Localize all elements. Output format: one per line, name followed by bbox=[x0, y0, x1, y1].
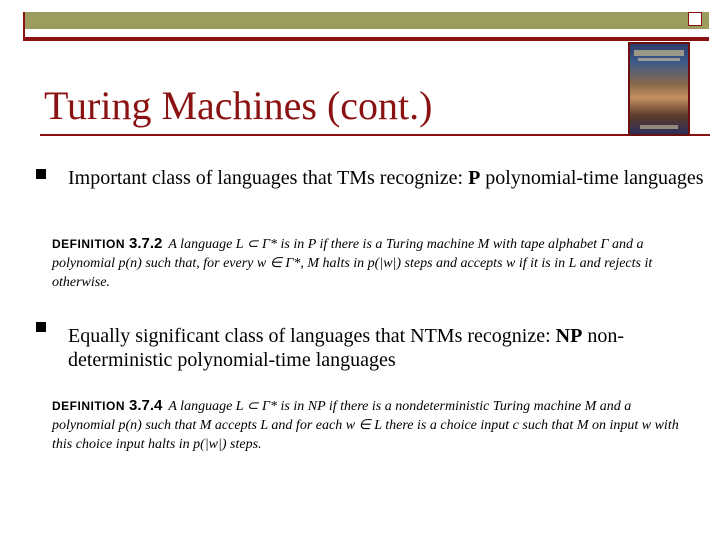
header-left-line bbox=[23, 12, 25, 41]
book-subtitle-band bbox=[638, 58, 680, 61]
book-author-band bbox=[640, 125, 678, 129]
definition-3-7-2 bbox=[52, 234, 692, 292]
bullet-square-icon bbox=[36, 322, 46, 332]
definition-3-7-4 bbox=[52, 396, 692, 454]
header-olive-bar bbox=[23, 12, 709, 29]
definition-label: DEFINITION bbox=[52, 237, 125, 251]
definition-number: 3.7.2 bbox=[129, 235, 163, 252]
slide-title: Turing Machines (cont.) bbox=[44, 83, 433, 128]
bullet-square-icon bbox=[36, 169, 46, 179]
definition-label: DEFINITION bbox=[52, 399, 125, 413]
definition-text: A language L ⊂ Γ* is in P if there is a Turing machine M with tape alphabet Γ and a polynomial p(n) such that, for every w ∈ Γ*, M halts in p(|w|) steps and accepts w if it is in L and rejects it otherwise. bbox=[52, 237, 653, 290]
definition-text: A language L ⊂ Γ* is in NP if there is a nondeterministic Turing machine M and a polynomial p(n) such that M accepts L and for each w ∈ L there is a choice input c such that M on input w with this choice input halts in p(|w|) steps. bbox=[52, 399, 679, 452]
definition-number: 3.7.4 bbox=[129, 397, 163, 414]
title-underline bbox=[40, 134, 710, 136]
corner-square bbox=[688, 12, 702, 26]
bullet-text-1: Important class of languages that TMs recognize: P polynomial-time languages bbox=[68, 167, 704, 189]
book-cover-image bbox=[628, 42, 690, 136]
header-red-line bbox=[23, 37, 709, 41]
book-title-band bbox=[634, 50, 684, 56]
bullet-text-2: Equally significant class of languages that NTMs recognize: NP non-deterministic polynomial-time languages bbox=[68, 325, 624, 371]
header-decoration bbox=[23, 12, 709, 40]
